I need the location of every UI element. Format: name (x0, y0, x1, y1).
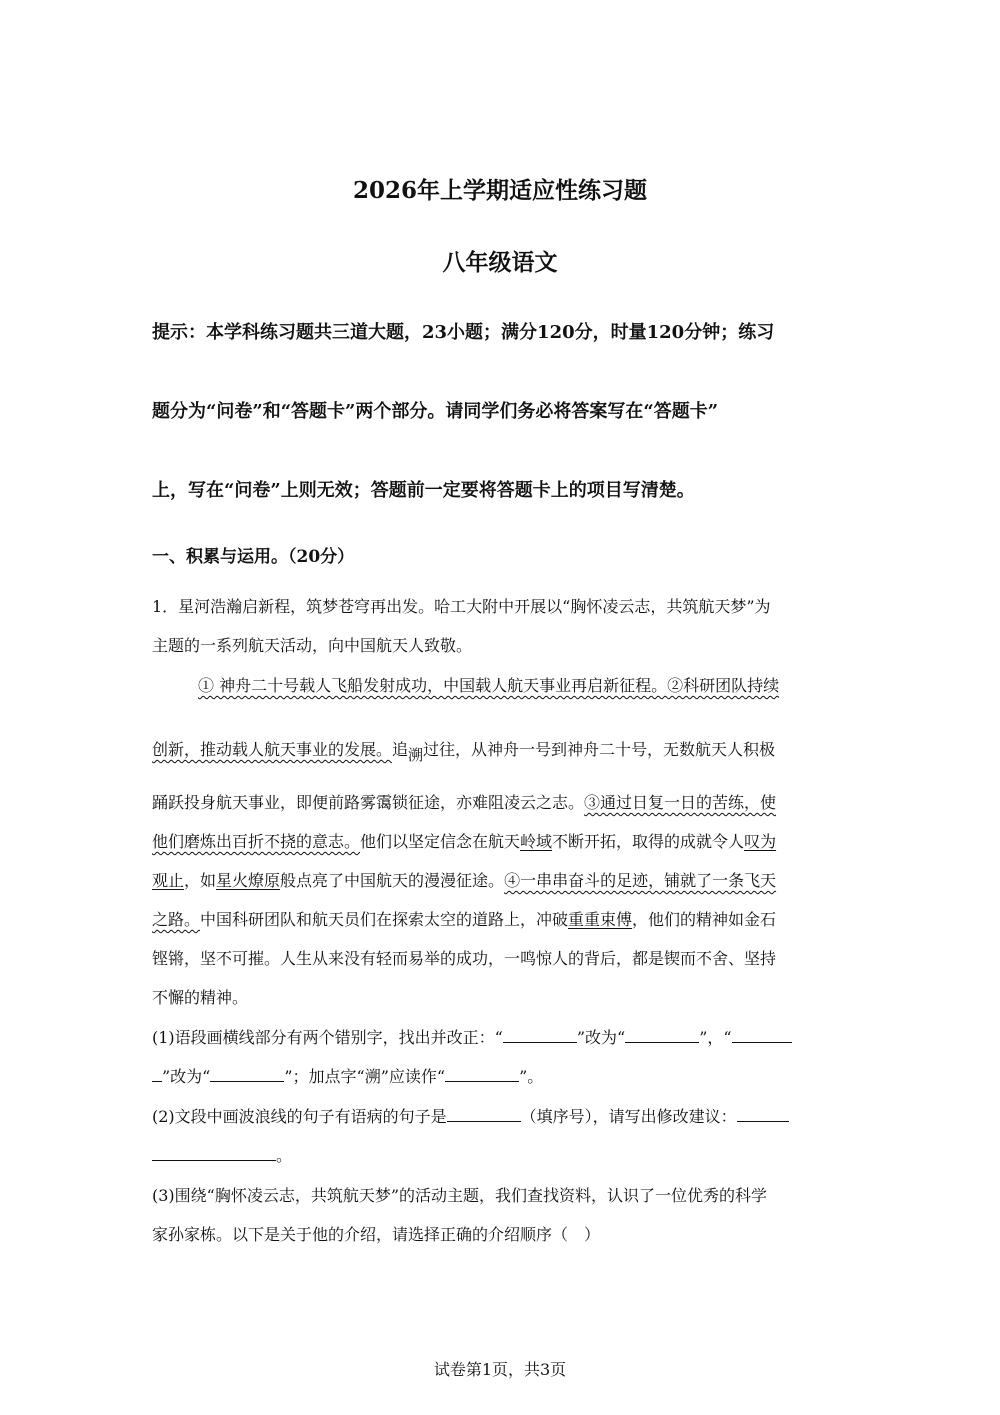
answer-blank-7[interactable] (737, 1107, 789, 1122)
underlined-word-tanwei: 叹为 (744, 832, 777, 851)
passage-line-5: 观止，如星火燎原般点亮了中国航天的漫漫征途。④一串串奋斗的足迹，铺就了一条飞天 (152, 871, 777, 890)
answer-blank-3[interactable] (732, 1028, 792, 1043)
wavy-sentence-1: ① 神舟二十号载人飞船发射成功，中国载人航天事业再启新征程。 (198, 676, 668, 695)
sub-question-2-line-2: 。 (152, 1146, 292, 1166)
underlined-word-xinghuoliaoyuan: 星火燎原 (216, 871, 281, 890)
underlined-word-guanzhi: 观止 (152, 871, 185, 890)
passage-line-1 (198, 676, 779, 696)
page-footer: 试卷第1页，共3页 (433, 1360, 567, 1379)
exam-subtitle: 八年级语文 (442, 249, 558, 276)
passage-line-8: 不懈的精神。 (152, 988, 249, 1007)
question-intro-line-1: 1．星河浩瀚启新程，筑梦苍穹再出发。哈工大附中开展以“胸怀凌云志，共筑航天梦”为 (152, 597, 771, 616)
passage-line-3: 踊跃投身航天事业，即便前路雾霭锁征途，亦难阻凌云之志。③通过日复一日的苦练，使 (152, 793, 777, 812)
answer-blank-1[interactable] (503, 1028, 577, 1043)
passage-line-2: 创新，推动载人航天事业的发展。追溯过往，从神舟一号到神舟二十号，无数航天人积极 (152, 740, 776, 764)
answer-blank-3-cont[interactable] (152, 1067, 162, 1082)
notice-line-2: 题分为“问卷”和“答题卡”两个部分。请同学们务必将答案写在“答题卡” (152, 401, 719, 422)
answer-blank-7-cont[interactable] (152, 1146, 276, 1161)
notice-line-1: 提示：本学科练习题共三道大题，23小题；满分120分，时量120分钟；练习 (152, 322, 775, 343)
sub-question-1-line-1: (1)语段画横线部分有两个错别字，找出并改正：“ ”改为“ ”，“ (152, 1028, 792, 1048)
underlined-word-lingyu: 岭域 (520, 832, 553, 851)
answer-blank-5[interactable] (445, 1067, 519, 1082)
exam-title: 2026年上学期适应性练习题 (352, 177, 647, 204)
sub-question-3-line-1: (3)围绕“胸怀凌云志，共筑航天梦”的活动主题，我们查找资料，认识了一位优秀的科学 (152, 1186, 768, 1205)
wavy-sentence-3-start: ③通过日复一日的苦练，使 (584, 793, 777, 812)
section-heading: 一、积累与运用。（20分） (152, 547, 355, 567)
answer-blank-2[interactable] (625, 1028, 699, 1043)
passage-line-4: 他们磨炼出百折不挠的意志。他们以坚定信念在航天岭域不断开拓，取得的成就令人叹为 (152, 832, 777, 851)
wavy-sentence-4-end: 之路。 (152, 910, 201, 929)
sub-question-2-line-1: (2)文段中画波浪线的句子有语病的句子是 （填序号），请写出修改建议： (152, 1107, 789, 1127)
wavy-sentence-3-end: 他们磨炼出百折不挠的意志。 (152, 832, 361, 851)
sub-question-1-line-2: ”改为“ ”；加点字“溯”应读作“ ”。 (152, 1067, 543, 1087)
sub-question-3-line-2: 家孙家栋。以下是关于他的介绍，请选择正确的介绍顺序（ ） (152, 1225, 601, 1244)
wavy-sentence-2-end: 创新，推动载人航天事业的发展。 (152, 740, 393, 759)
passage-line-6: 之路。中国科研团队和航天员们在探索太空的道路上，冲破重重束傅，他们的精神如金石 (152, 910, 777, 929)
passage-line-7: 铿锵，坚不可摧。人生从来没有轻而易举的成功，一鸣惊人的背后，都是锲而不舍、坚持 (152, 949, 777, 968)
answer-blank-6[interactable] (447, 1107, 521, 1122)
wavy-sentence-4-start: ④一串串奋斗的足迹，铺就了一条飞天 (504, 871, 777, 890)
wavy-sentence-2-start: ②科研团队持续 (667, 676, 780, 695)
dotted-char-su: 溯 (408, 746, 424, 764)
question-intro-line-2: 主题的一系列航天活动，向中国航天人致敬。 (152, 636, 473, 655)
notice-line-3: 上，写在“问卷”上则无效；答题前一定要将答题卡上的项目写清楚。 (152, 480, 695, 501)
answer-blank-4[interactable] (210, 1067, 284, 1082)
underlined-word-chongchongshufu: 重重束傅 (568, 910, 633, 929)
